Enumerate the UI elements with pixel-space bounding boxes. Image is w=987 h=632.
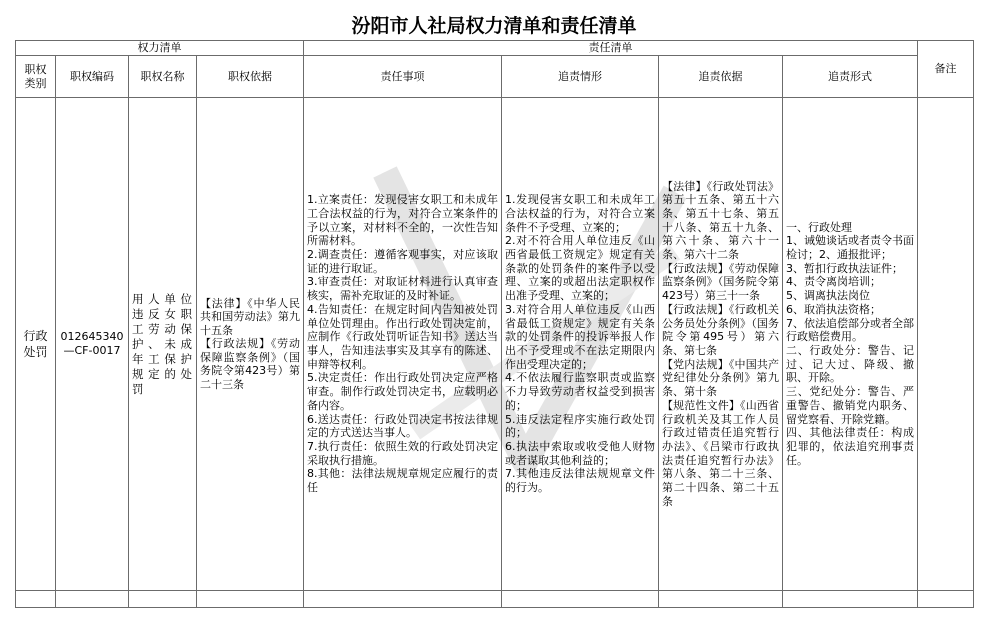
header-acc-basis: 追责依据	[659, 56, 783, 98]
cell-acc-form: 一、行政处理 1、诫勉谈话或者责令书面检讨；2、通报批评； 3、暂扣行政执法证件； 4、责令离岗培训； 5、调离执法岗位 6、取消执法资格； 7、依法追偿部分或者全部行政赔偿费用。 二、行政处分：警告、记过、记大过、降级、撤职、开除。 三、党纪处分：警告、严重警告、撤销党内职务、留党察看、开除党籍。 四、其他法律责任：构成犯罪的，依法追究刑事责任。	[783, 98, 918, 591]
cell-duty: 1.立案责任：发现侵害女职工和未成年工合法权益的行为，对符合立案条件的予以立案，对材料不全的，一次性告知所需材料。 2.调查责任：遵循客观事实，对应该取证的进行取证。 3.审查责任：对取证材料进行认真审查核实，需补充取证的及时补证。 4.告知责任：在规定时间内告知被处罚单位处罚理由。作出行政处罚决定前，应制作《行政处罚听证告知书》送达当事人，告知违法事实及其享有的陈述、申辩等权利。 5.决定责任：作出行政处罚决定应严格审查。制作行政处罚决定书，应载明必备内容。 6.送达责任：行政处罚决定书按法律规定的方式送达当事人。 7.执行责任：依照生效的行政处罚决定采取执行措施。 8.其他：法律法规规章规定应履行的责任	[304, 98, 502, 591]
empty-cell	[16, 591, 56, 608]
page-title: 汾阳市人社局权力清单和责任清单	[351, 15, 637, 37]
group-header-row	[16, 41, 974, 56]
cell-accountability: 1.发现侵害女职工和未成年工合法权益的行为，对符合立案条件不予受理、立案的； 2.对不符合用人单位违反《山西省最低工资规定》规定有关条款的处罚条件的案件予以受理、立案的或超出法定职权作出准予受理、立案的； 3.对符合用人单位违反《山西省最低工资规定》规定有关条款的处罚条件的投诉举报人作出不予受理或不在法定期限内作出受理决定的； 4.不依法履行监察职责或监察不力导致劳动者权益受到损害的； 5.违反法定程序实施行政处罚的； 6.执法中索取或收受他人财物或者谋取其他利益的； 7.其他违反法律法规规章文件的行为。	[502, 98, 659, 591]
responsibility-table	[15, 40, 974, 608]
cell-category: 行政 处罚	[16, 98, 56, 591]
empty-cell	[129, 591, 197, 608]
cell-acc-basis: 【法律】《行政处罚法》第五十五条、第五十六条、第五十七条、第五十八条、第五十九条、第六十条、第六十一条、第六十二条 【行政法规】《劳动保障监察条例》（国务院令第423号）第三十一条 【行政法规】《行政机关公务员处分条例》（国务院令第495号）第六条、第七条 【党内法规】《中国共产党纪律处分条例》第九条、第十条 【规范性文件】《山西省行政机关及其工作人员行政过错责任追究暂行办法》、《吕梁市行政执法责任追究暂行办法》第八条、第二十三条、第二十四条、第二十五条	[659, 98, 783, 591]
cell-code: 012645340 —CF-0017	[56, 98, 129, 591]
empty-row	[16, 591, 974, 608]
header-code: 职权编码	[56, 56, 129, 98]
header-basis: 职权依据	[197, 56, 304, 98]
document-sheet	[15, 12, 973, 618]
cell-basis: 【法律】《中华人民共和国劳动法》第九十五条 【行政法规】《劳动保障监察条例》（国务院令第423号）第二十三条	[197, 98, 304, 591]
empty-cell	[197, 591, 304, 608]
cell-remark	[918, 98, 974, 591]
header-duty: 责任事项	[304, 56, 502, 98]
header-acc-form: 追责形式	[783, 56, 918, 98]
power-list-header: 权力清单	[16, 41, 304, 56]
header-category: 职权 类别	[16, 56, 56, 98]
header-accountability: 追责情形	[502, 56, 659, 98]
responsibility-list-header: 责任清单	[304, 41, 918, 56]
empty-cell	[502, 591, 659, 608]
empty-cell	[56, 591, 129, 608]
empty-cell	[304, 591, 502, 608]
empty-cell	[783, 591, 918, 608]
cell-name: 用人单位违反女职工劳动保护、未成年工保护规定的处罚	[129, 98, 197, 591]
column-header-row	[16, 56, 974, 98]
header-name: 职权名称	[129, 56, 197, 98]
remark-header: 备注	[918, 41, 974, 98]
empty-cell	[659, 591, 783, 608]
empty-cell	[918, 591, 974, 608]
table-row	[16, 98, 974, 591]
